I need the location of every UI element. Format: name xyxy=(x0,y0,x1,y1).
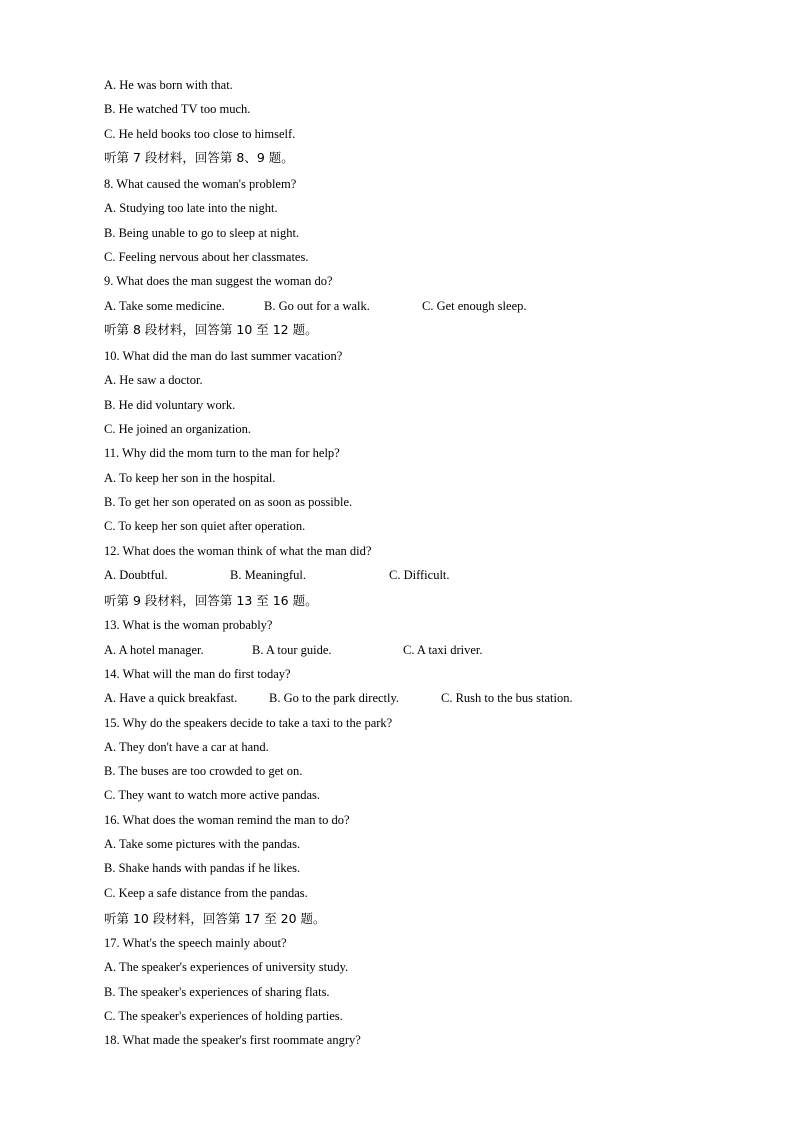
option-text: B. Shake hands with pandas if he likes. xyxy=(104,861,301,876)
option-text: A. He saw a doctor. xyxy=(104,373,203,388)
option-text: A. Take some pictures with the pandas. xyxy=(104,837,301,851)
option-c: C. Difficult. xyxy=(389,567,450,582)
question-text: 18. What made the speaker's first roommate angry? xyxy=(104,1033,361,1048)
question-text: 8. What caused the woman's problem? xyxy=(104,176,297,191)
option-b: B. Meaningful. xyxy=(230,567,307,582)
option-text: B. To get her son operated on as soon as possible. xyxy=(104,494,353,509)
option-text: A. To keep her son in the hospital. xyxy=(104,470,276,485)
option-text: B. He watched TV too much. xyxy=(104,102,251,117)
section-heading: 听第 7 段材料，回答第 8、9 题。 xyxy=(104,149,294,165)
option-text: C. Feeling nervous about her classmates. xyxy=(104,250,309,264)
option-c: C. Get enough sleep. xyxy=(422,298,527,313)
option-text: A. They don't have a car at hand. xyxy=(104,739,269,754)
option-text: B. The speaker's experiences of sharing flats. xyxy=(104,984,330,999)
question-text: 9. What does the man suggest the woman do? xyxy=(104,274,333,289)
option-text: C. He joined an organization. xyxy=(104,422,251,436)
option-text: B. The buses are too crowded to get on. xyxy=(104,764,303,779)
option-text: C. The speaker's experiences of holding parties. xyxy=(104,1009,343,1023)
question-text: 15. Why do the speakers decide to take a taxi to the park? xyxy=(104,715,393,730)
option-b: B. Go out for a walk. xyxy=(264,298,370,313)
option-a: A. Take some medicine. xyxy=(104,298,225,313)
question-text: 12. What does the woman think of what the man did? xyxy=(104,543,372,558)
option-a: A. Doubtful. xyxy=(104,567,168,582)
question-text: 10. What did the man do last summer vacation? xyxy=(104,348,343,363)
option-text: A. The speaker's experiences of university study. xyxy=(104,960,349,975)
section-heading: 听第 8 段材料，回答第 10 至 12 题。 xyxy=(104,321,318,337)
option-text: A. Studying too late into the night. xyxy=(104,201,278,216)
option-text: C. They want to watch more active pandas. xyxy=(104,788,321,803)
option-a: A. Have a quick breakfast. xyxy=(104,691,238,706)
option-a: A. A hotel manager. xyxy=(104,642,204,657)
option-text: C. Keep a safe distance from the pandas. xyxy=(104,885,308,900)
question-text: 11. Why did the mom turn to the man for help? xyxy=(104,446,340,461)
option-c: C. A taxi driver. xyxy=(403,642,483,657)
option-b: B. Go to the park directly. xyxy=(269,691,400,706)
option-text: C. To keep her son quiet after operation. xyxy=(104,519,306,534)
section-heading: 听第 10 段材料，回答第 17 至 20 题。 xyxy=(104,910,326,926)
option-text: B. Being unable to go to sleep at night. xyxy=(104,225,300,240)
question-text: 16. What does the woman remind the man to do? xyxy=(104,812,350,827)
question-text: 14. What will the man do first today? xyxy=(104,666,291,681)
question-text: 17. What's the speech mainly about? xyxy=(104,936,287,951)
option-b: B. A tour guide. xyxy=(252,642,332,657)
section-heading: 听第 9 段材料，回答第 13 至 16 题。 xyxy=(104,592,318,608)
option-text: B. He did voluntary work. xyxy=(104,397,236,412)
option-text: A. He was born with that. xyxy=(104,78,233,92)
option-text: C. He held books too close to himself. xyxy=(104,126,296,141)
question-text: 13. What is the woman probably? xyxy=(104,618,273,633)
option-c: C. Rush to the bus station. xyxy=(441,691,573,706)
